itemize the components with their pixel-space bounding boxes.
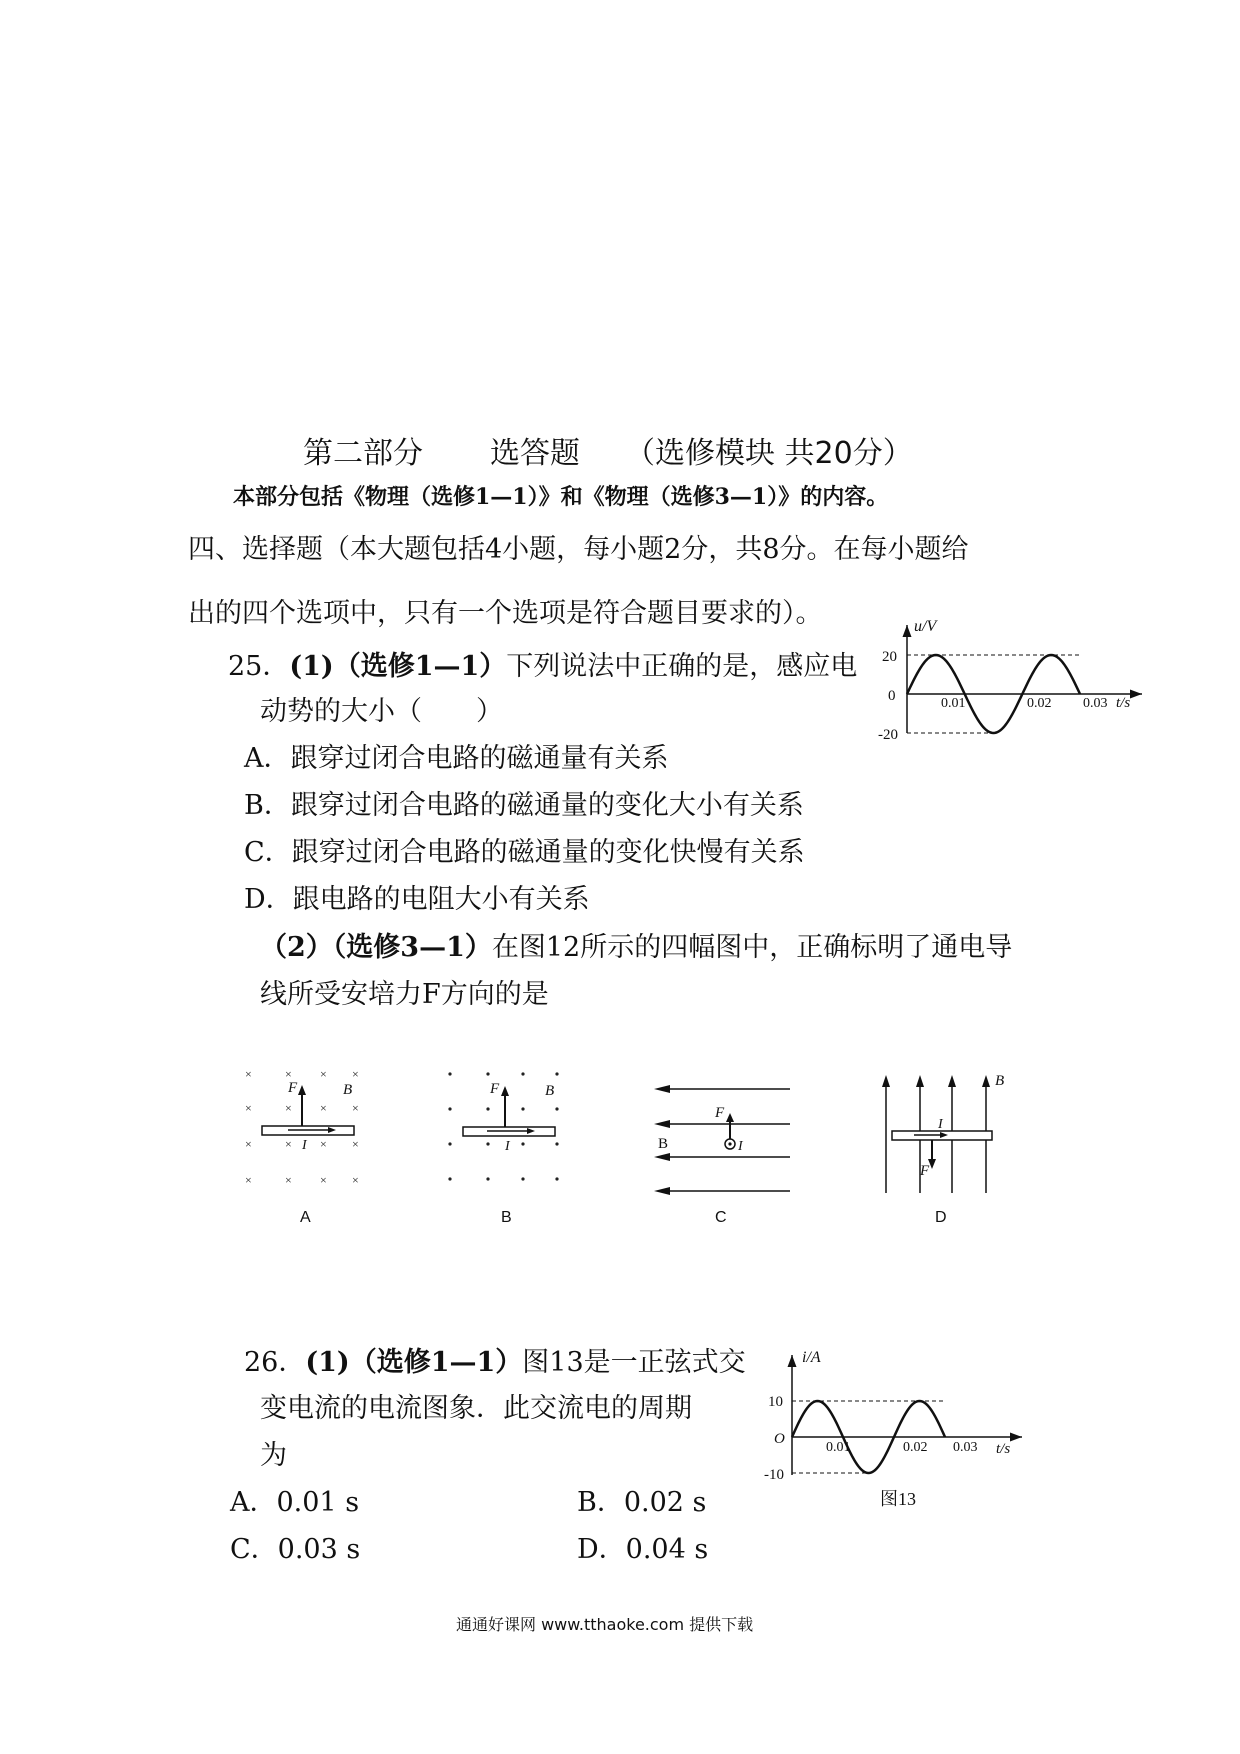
- figure-c-F: F: [715, 1105, 725, 1121]
- q25-part2-line1: [260, 925, 1012, 964]
- figure-b: [445, 1065, 575, 1235]
- i-t-xtick-001: 0.01: [826, 1440, 851, 1455]
- i-t-origin: O: [774, 1431, 785, 1447]
- section-intro: 本部分包括《物理（选修1—1）》和《物理（选修3—1）》的内容。: [233, 484, 889, 510]
- part4-line2: 出的四个选项中，只有一个选项是符合题目要求的）。: [188, 598, 823, 629]
- q26-option-d: D．0.04 s: [577, 1534, 709, 1565]
- q26-option-b: B．0.02 s: [577, 1487, 707, 1518]
- i-t-xtick-003: 0.03: [953, 1440, 978, 1455]
- figure-b-F: F: [490, 1081, 500, 1097]
- svg-text:×: ×: [352, 1101, 359, 1115]
- q25-option-c: C．跟穿过闭合电路的磁通量的变化快慢有关系: [244, 837, 805, 868]
- section-module: （选修模块 共20分）: [625, 436, 913, 471]
- q26-number: 26．: [244, 1347, 306, 1378]
- figure-b-I: I: [505, 1139, 510, 1154]
- q26-line1: [244, 1340, 746, 1379]
- figure-d-B: B: [995, 1073, 1005, 1089]
- q25-tag: (1)（选修1—1）: [289, 651, 507, 682]
- q26-option-a: A．0.01 s: [230, 1487, 360, 1518]
- svg-text:×: ×: [352, 1173, 359, 1187]
- svg-text:×: ×: [320, 1137, 327, 1151]
- svg-text:×: ×: [245, 1067, 252, 1081]
- i-t-xtick-002: 0.02: [903, 1440, 928, 1455]
- svg-text:×: ×: [285, 1067, 292, 1081]
- figure-d-label: D: [935, 1209, 947, 1226]
- figure-c: [650, 1065, 800, 1235]
- svg-text:×: ×: [320, 1101, 327, 1115]
- figure-a-label: A: [300, 1209, 311, 1226]
- footer-text: 通通好课网 www.tthaoke.com 提供下载: [456, 1615, 754, 1634]
- i-t-graph: [760, 1345, 1030, 1515]
- section-name: 选答题: [490, 436, 580, 471]
- svg-text:×: ×: [352, 1067, 359, 1081]
- u-t-ylabel: u/V: [914, 618, 937, 635]
- u-t-xtick-002: 0.02: [1027, 696, 1052, 711]
- u-t-xtick-001: 0.01: [941, 696, 966, 711]
- q25-part2-stem2: 线所受安培力F方向的是: [260, 979, 549, 1010]
- q25-line1: [228, 644, 857, 683]
- q25-part2-stem1: 在图12所示的四幅图中，正确标明了通电导: [491, 932, 1013, 963]
- figure-b-B: B: [545, 1083, 555, 1099]
- i-t-ytick-10: 10: [768, 1394, 783, 1410]
- q25-option-a: A．跟穿过闭合电路的磁通量有关系: [244, 743, 669, 774]
- svg-text:×: ×: [285, 1101, 292, 1115]
- u-t-graph: [870, 615, 1150, 745]
- u-t-ytick-0: 0: [888, 688, 896, 704]
- figure-d-F: F: [920, 1163, 930, 1179]
- i-t-xlabel: t/s: [996, 1441, 1011, 1457]
- i-t-ytick-neg10: -10: [764, 1467, 784, 1483]
- u-t-xtick-003: 0.03: [1083, 696, 1108, 711]
- svg-text:×: ×: [352, 1137, 359, 1151]
- q26-option-c: C．0.03 s: [230, 1534, 361, 1565]
- figure-13-caption: 图13: [880, 1489, 916, 1509]
- q26-stem1: 图13是一正弦式交: [522, 1347, 746, 1378]
- figure-b-label: B: [501, 1209, 512, 1226]
- section-part: 第二部分: [303, 436, 423, 471]
- figure-a: [240, 1065, 370, 1235]
- q25-stem1: 下列说法中正确的是，感应电: [506, 651, 858, 682]
- part4-line1: 四、选择题（本大题包括4小题，每小题2分，共8分。在每小题给: [188, 534, 969, 565]
- q25-stem2: 动势的大小（ ）: [260, 696, 503, 727]
- figure-c-I: I: [738, 1139, 743, 1154]
- q26-stem3: 为: [260, 1440, 287, 1471]
- figure-d: [880, 1065, 1010, 1235]
- q25-number: 25．: [228, 651, 290, 682]
- q25-part2-tag: （2）（选修3—1）: [260, 932, 492, 963]
- u-t-xlabel: t/s: [1116, 695, 1131, 711]
- i-t-ylabel: i/A: [802, 1349, 821, 1366]
- svg-text:×: ×: [245, 1137, 252, 1151]
- svg-text:×: ×: [320, 1173, 327, 1187]
- q26-stem2: 变电流的电流图象．此交流电的周期: [260, 1393, 692, 1424]
- svg-text:×: ×: [245, 1101, 252, 1115]
- figure-a-B: B: [343, 1082, 353, 1098]
- figure-a-I: I: [302, 1138, 307, 1153]
- svg-text:×: ×: [320, 1067, 327, 1081]
- svg-text:×: ×: [285, 1137, 292, 1151]
- figure-d-I: I: [938, 1117, 943, 1132]
- q25-option-d: D．跟电路的电阻大小有关系: [244, 884, 590, 915]
- q26-tag: (1)（选修1—1）: [305, 1347, 523, 1378]
- q25-option-b: B．跟穿过闭合电路的磁通量的变化大小有关系: [244, 790, 804, 821]
- figure-a-F: F: [288, 1080, 298, 1096]
- figure-c-label: C: [715, 1209, 727, 1226]
- u-t-ytick-20: 20: [882, 649, 897, 665]
- svg-text:×: ×: [285, 1173, 292, 1187]
- svg-text:×: ×: [245, 1173, 252, 1187]
- u-t-ytick-neg20: -20: [878, 727, 898, 743]
- figure-c-B: B: [658, 1136, 669, 1152]
